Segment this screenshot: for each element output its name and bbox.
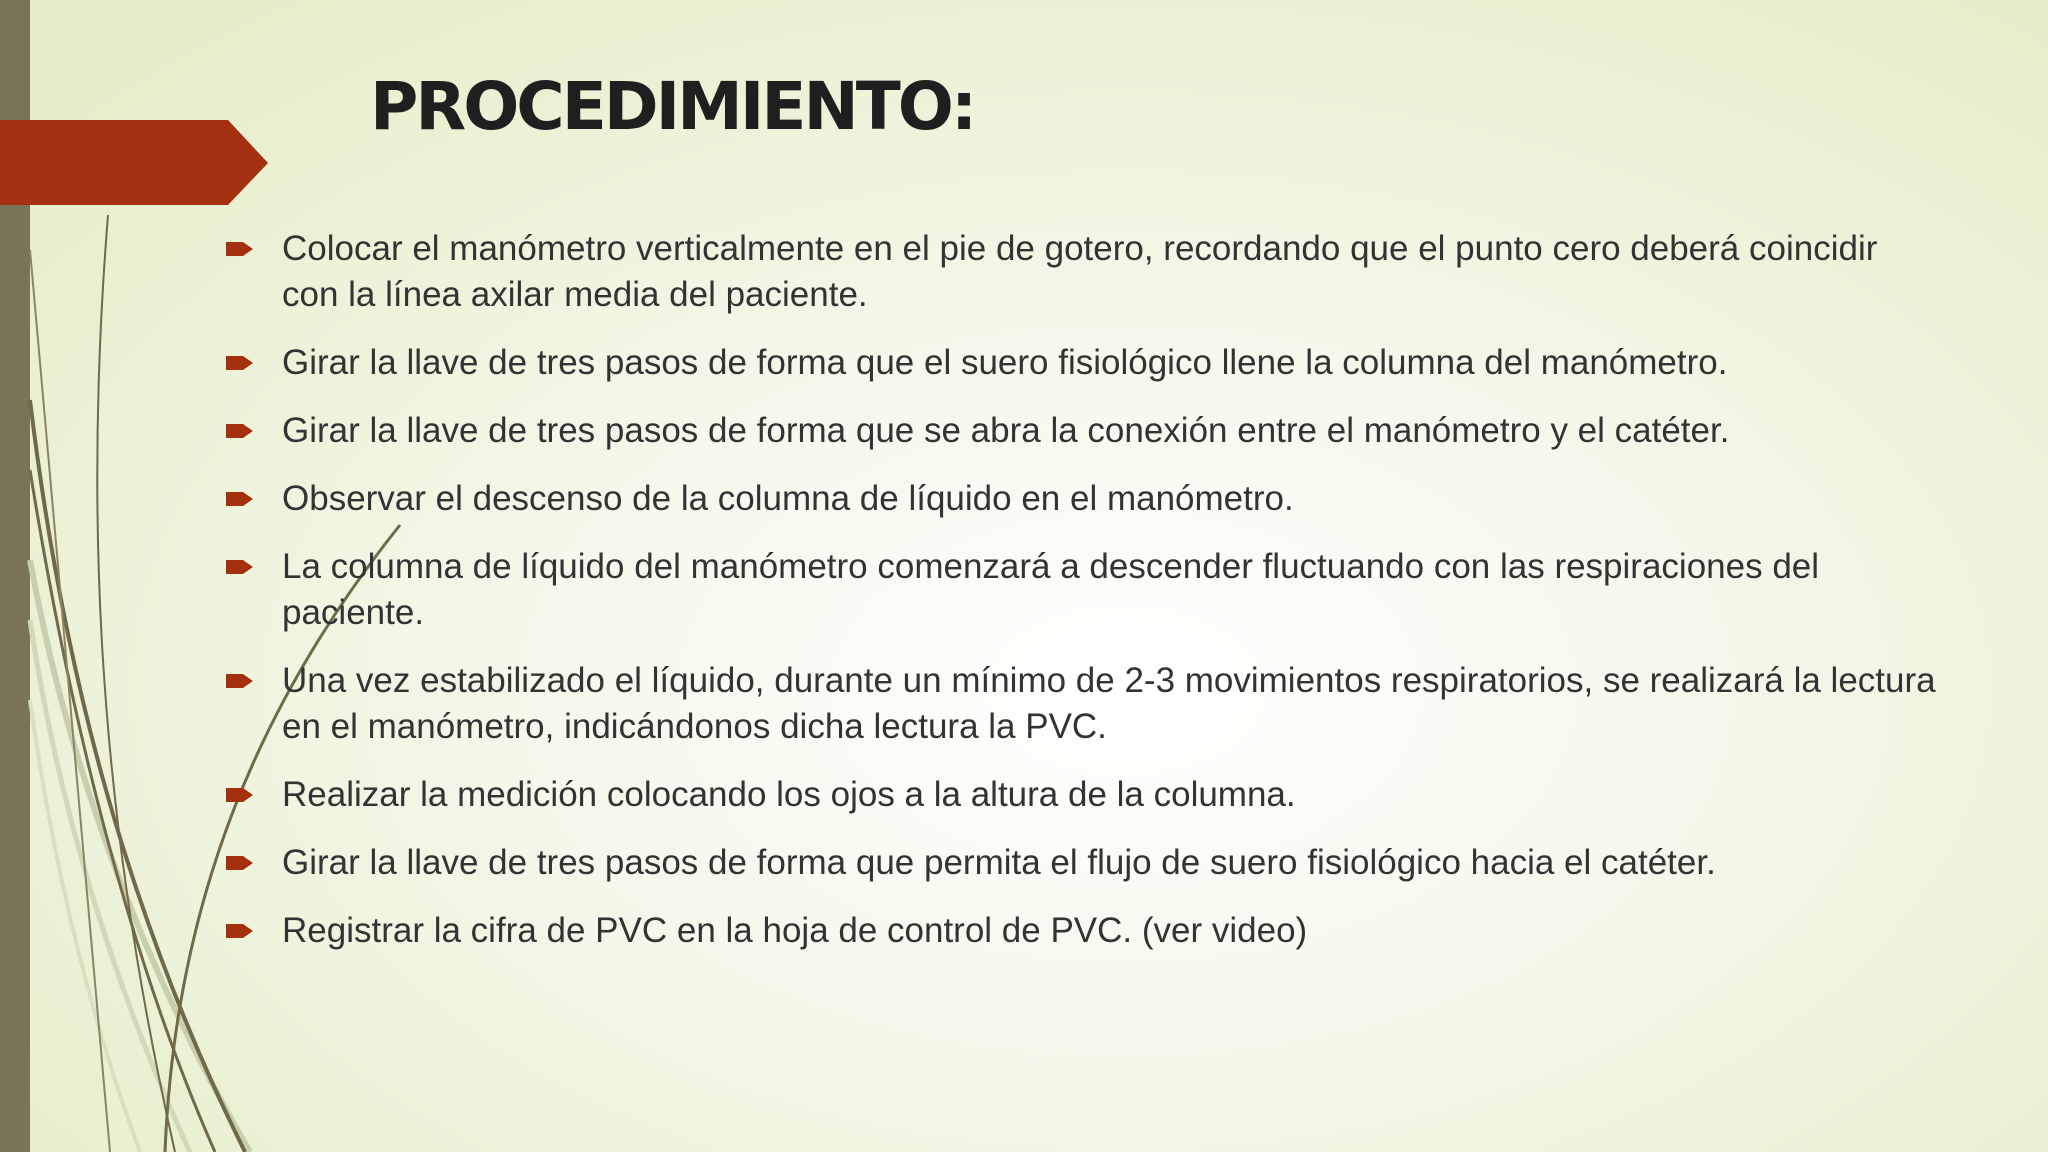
bullet-text: Realizar la medición colocando los ojos a la altura de la columna. bbox=[282, 775, 1296, 814]
bullet-item bbox=[222, 772, 1942, 818]
bullet-item bbox=[222, 908, 1942, 954]
bullet-item bbox=[222, 840, 1942, 886]
bullet-text: Observar el descenso de la columna de líquido en el manómetro. bbox=[282, 479, 1294, 518]
bullet-list bbox=[222, 226, 1942, 976]
bullet-text: Una vez estabilizado el líquido, durante un mínimo de 2-3 movimientos respiratorios, se realizará la lectura en el manómetro, indicándonos dicha lectura la PVC. bbox=[282, 661, 1936, 746]
arrow-bullet-icon bbox=[226, 558, 254, 576]
bullet-item bbox=[222, 408, 1942, 454]
arrow-bullet-icon bbox=[226, 922, 254, 940]
bullet-text: La columna de líquido del manómetro comenzará a descender fluctuando con las respiraciones del paciente. bbox=[282, 547, 1820, 632]
bullet-item bbox=[222, 340, 1942, 386]
arrow-bullet-icon bbox=[226, 354, 254, 372]
bullet-item bbox=[222, 544, 1942, 636]
bullet-text: Girar la llave de tres pasos de forma que se abra la conexión entre el manómetro y el catéter. bbox=[282, 411, 1730, 450]
dark-stem bbox=[97, 215, 175, 1152]
bullet-text: Colocar el manómetro verticalmente en el pie de gotero, recordando que el punto cero deberá coincidir con la línea axilar media del paciente. bbox=[282, 229, 1878, 314]
bullet-text: Girar la llave de tres pasos de forma que permita el flujo de suero fisiológico hacia el catéter. bbox=[282, 843, 1716, 882]
bullet-text: Girar la llave de tres pasos de forma que el suero fisiológico llene la columna del manómetro. bbox=[282, 343, 1728, 382]
bullet-item bbox=[222, 226, 1942, 318]
arrow-bullet-icon bbox=[226, 786, 254, 804]
arrow-bullet-icon bbox=[226, 240, 254, 258]
arrow-bullet-icon bbox=[226, 854, 254, 872]
light-stem bbox=[30, 620, 190, 1152]
bullet-text: Registrar la cifra de PVC en la hoja de control de PVC. (ver video) bbox=[282, 911, 1308, 950]
bullet-item bbox=[222, 658, 1942, 750]
arrow-bullet-icon bbox=[226, 490, 254, 508]
arrow-bullet-icon bbox=[226, 672, 254, 690]
arrow-bullet-icon bbox=[226, 422, 254, 440]
bullet-item bbox=[222, 476, 1942, 522]
slide-title: PROCEDIMIENTO: bbox=[370, 68, 975, 145]
light-stem bbox=[30, 700, 140, 1152]
pentagon-arrow-icon bbox=[0, 120, 268, 205]
